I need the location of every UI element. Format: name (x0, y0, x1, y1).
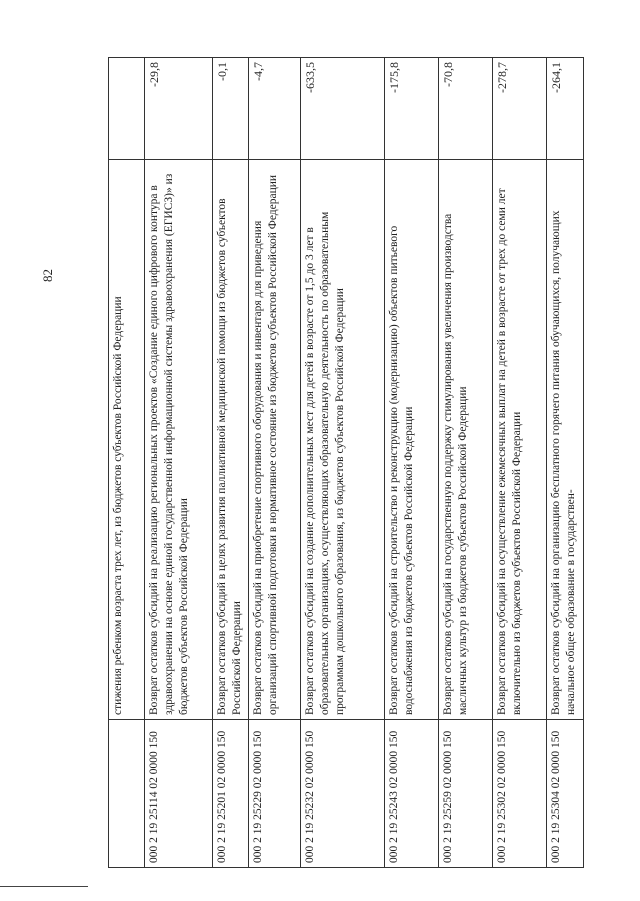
row-value: -4,7 (249, 58, 301, 160)
row-value: -278,7 (493, 58, 547, 160)
table-row (109, 58, 145, 868)
row-value: -175,8 (385, 58, 439, 160)
row-name: Возврат остатков субсидий на приобретение спортивного оборудования и инвентаря для приведения организаций спортивной подготовки в нормативное состояние из бюджетов субъектов Российской Федерации (249, 160, 301, 720)
row-value: -0,1 (213, 58, 249, 160)
row-code: 000 2 19 25304 02 0000 150 (547, 720, 584, 868)
budget-table-page (108, 58, 583, 868)
row-code: 000 2 19 25229 02 0000 150 (249, 720, 301, 868)
row-code: 000 2 19 25259 02 0000 150 (439, 720, 493, 868)
row-value: -29,8 (145, 58, 213, 160)
table-row (493, 58, 547, 868)
row-code (109, 720, 145, 868)
table-row (213, 58, 249, 868)
table-row (385, 58, 439, 868)
row-name: Возврат остатков субсидий на осуществление ежемесячных выплат на детей в возрасте от трех до семи лет включительно из бюджетов субъектов Российской Федерации (493, 160, 547, 720)
row-name: стижения ребенком возраста трех лет, из бюджетов субъектов Российской Федерации (109, 160, 145, 720)
row-name: Возврат остатков субсидий на государственную поддержку стимулирования увеличения производства масличных культур из бюджетов субъектов Российской Федерации (439, 160, 493, 720)
table-row (547, 58, 584, 868)
table-row (301, 58, 385, 868)
row-name: Возврат остатков субсидий на создание дополнительных мест для детей в возрасте от 1,5 до 3 лет в образовательных организациях, осуществляющих образовательную деятельность по образовательным программам дошкольного образования, из бюджетов субъектов Российской Федерации (301, 160, 385, 720)
footer-rule (0, 886, 88, 887)
row-code: 000 2 19 25201 02 0000 150 (213, 720, 249, 868)
row-value: -633,5 (301, 58, 385, 160)
row-value: -70,8 (439, 58, 493, 160)
row-name: Возврат остатков субсидий на организацию бесплатного горячего питания обучающихся, получающих начальное общее образование в государствен- (547, 160, 584, 720)
budget-table (108, 57, 584, 868)
row-value (109, 58, 145, 160)
row-code: 000 2 19 25114 02 0000 150 (145, 720, 213, 868)
row-value: -264,1 (547, 58, 584, 160)
row-code: 000 2 19 25302 02 0000 150 (493, 720, 547, 868)
row-name: Возврат остатков субсидий на реализацию региональных проектов «Создание единого цифрового контура в здравоохранении на основе единой государственной информационной системы здравоохранения (ЕГИСЗ)» из бюджетов субъектов Российской Федерации (145, 160, 213, 720)
page-number: 82 (40, 269, 55, 282)
row-name: Возврат остатков субсидий на строительство и реконструкцию (модернизацию) объектов питьевого водоснабжения из бюджетов субъектов Российской Федерации (385, 160, 439, 720)
table-row (439, 58, 493, 868)
row-name: Возврат остатков субсидий в целях развития паллиативной медицинской помощи из бюджетов субъектов Российской Федерации (213, 160, 249, 720)
table-row (145, 58, 213, 868)
row-code: 000 2 19 25243 02 0000 150 (385, 720, 439, 868)
table-row (249, 58, 301, 868)
row-code: 000 2 19 25232 02 0000 150 (301, 720, 385, 868)
